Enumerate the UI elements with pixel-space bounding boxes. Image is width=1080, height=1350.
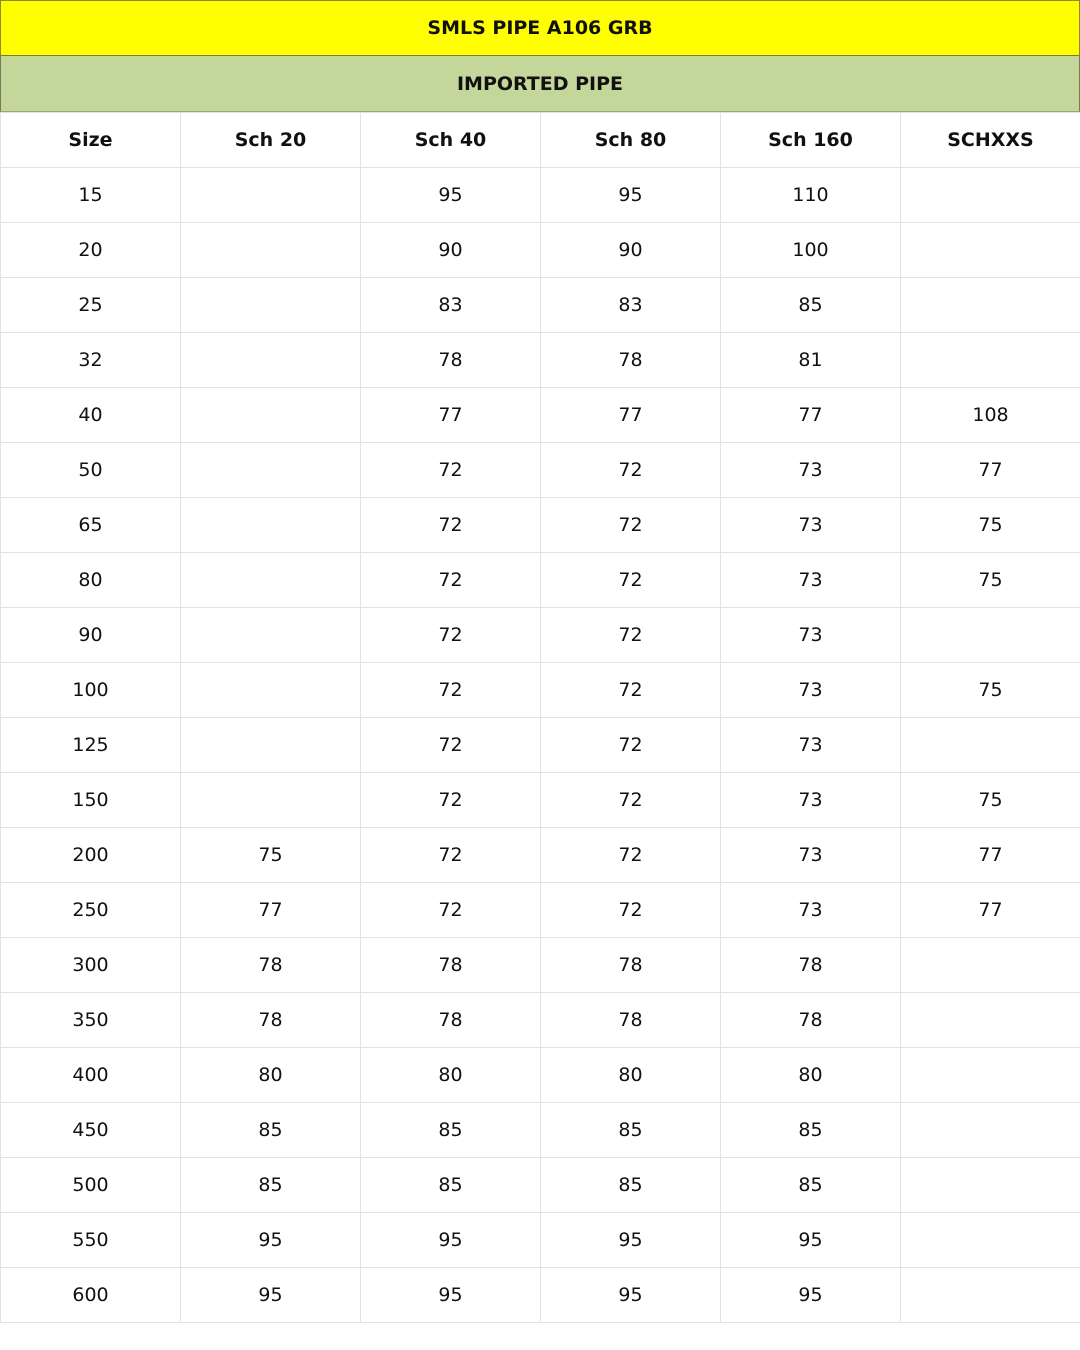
- price-cell: 75: [181, 828, 361, 883]
- price-cell: 75: [901, 773, 1080, 828]
- table-row: [1, 1213, 1080, 1268]
- price-cell: 72: [541, 718, 721, 773]
- price-cell: 72: [541, 608, 721, 663]
- price-cell: [901, 333, 1080, 388]
- price-cell: [901, 278, 1080, 333]
- price-cell: 77: [361, 388, 541, 443]
- table-row: [1, 333, 1080, 388]
- size-cell: 300: [1, 938, 181, 993]
- table-row: [1, 553, 1080, 608]
- price-cell: 73: [721, 608, 901, 663]
- price-cell: 77: [541, 388, 721, 443]
- size-cell: 90: [1, 608, 181, 663]
- price-cell: 73: [721, 443, 901, 498]
- table-row: [1, 828, 1080, 883]
- table-row: [1, 663, 1080, 718]
- price-cell: [901, 938, 1080, 993]
- table-row: [1, 718, 1080, 773]
- price-cell: 78: [361, 938, 541, 993]
- size-cell: 550: [1, 1213, 181, 1268]
- price-cell: 73: [721, 553, 901, 608]
- price-cell: [181, 168, 361, 223]
- size-cell: 65: [1, 498, 181, 553]
- price-cell: 72: [361, 608, 541, 663]
- price-cell: 95: [541, 1213, 721, 1268]
- price-cell: 95: [361, 1268, 541, 1323]
- price-cell: 73: [721, 773, 901, 828]
- size-cell: 350: [1, 993, 181, 1048]
- price-cell: 77: [181, 883, 361, 938]
- price-cell: [901, 1048, 1080, 1103]
- price-cell: 78: [361, 993, 541, 1048]
- price-cell: 80: [541, 1048, 721, 1103]
- price-cell: 77: [901, 883, 1080, 938]
- price-cell: 72: [541, 883, 721, 938]
- price-cell: 95: [361, 1213, 541, 1268]
- column-header: Sch 20: [181, 113, 361, 168]
- table-row: [1, 1158, 1080, 1213]
- price-cell: [901, 1103, 1080, 1158]
- table-row: [1, 993, 1080, 1048]
- table-row: [1, 278, 1080, 333]
- size-cell: 250: [1, 883, 181, 938]
- table-row: [1, 223, 1080, 278]
- price-cell: 83: [541, 278, 721, 333]
- price-cell: 75: [901, 498, 1080, 553]
- price-cell: 77: [901, 443, 1080, 498]
- price-cell: 95: [541, 168, 721, 223]
- size-cell: 600: [1, 1268, 181, 1323]
- table-title: [0, 0, 1080, 56]
- price-cell: 73: [721, 718, 901, 773]
- table-subtitle-text: IMPORTED PIPE: [456, 72, 624, 95]
- price-cell: 108: [901, 388, 1080, 443]
- price-cell: 72: [541, 443, 721, 498]
- column-header: SCHXXS: [901, 113, 1080, 168]
- price-cell: 72: [541, 663, 721, 718]
- price-cell: 78: [361, 333, 541, 388]
- price-cell: [901, 993, 1080, 1048]
- table-body: [1, 168, 1080, 1323]
- price-cell: [181, 388, 361, 443]
- size-cell: 200: [1, 828, 181, 883]
- size-cell: 125: [1, 718, 181, 773]
- price-cell: 83: [361, 278, 541, 333]
- price-cell: 95: [721, 1213, 901, 1268]
- size-cell: 500: [1, 1158, 181, 1213]
- price-cell: [901, 718, 1080, 773]
- price-cell: [181, 553, 361, 608]
- price-cell: 100: [721, 223, 901, 278]
- size-cell: 40: [1, 388, 181, 443]
- price-cell: 81: [721, 333, 901, 388]
- price-cell: [901, 608, 1080, 663]
- table-row: [1, 938, 1080, 993]
- price-cell: 78: [181, 938, 361, 993]
- price-cell: 78: [541, 333, 721, 388]
- price-cell: 85: [721, 1158, 901, 1213]
- price-cell: 85: [181, 1103, 361, 1158]
- price-cell: 77: [901, 828, 1080, 883]
- price-cell: 72: [361, 828, 541, 883]
- price-cell: 85: [721, 1103, 901, 1158]
- price-cell: 72: [361, 663, 541, 718]
- size-cell: 25: [1, 278, 181, 333]
- price-cell: 72: [361, 773, 541, 828]
- price-cell: 85: [541, 1158, 721, 1213]
- price-cell: 72: [541, 553, 721, 608]
- price-cell: 72: [541, 498, 721, 553]
- price-cell: [181, 608, 361, 663]
- size-cell: 80: [1, 553, 181, 608]
- size-cell: 450: [1, 1103, 181, 1158]
- price-cell: 78: [541, 938, 721, 993]
- price-cell: [901, 223, 1080, 278]
- table-title-text: SMLS PIPE A106 GRB: [427, 17, 653, 39]
- price-cell: [181, 773, 361, 828]
- price-cell: 90: [541, 223, 721, 278]
- price-cell: 75: [901, 663, 1080, 718]
- price-cell: 73: [721, 498, 901, 553]
- price-cell: [901, 1268, 1080, 1323]
- price-cell: 78: [721, 938, 901, 993]
- price-cell: [181, 498, 361, 553]
- size-cell: 50: [1, 443, 181, 498]
- price-cell: 72: [361, 883, 541, 938]
- size-cell: 15: [1, 168, 181, 223]
- table-row: [1, 1268, 1080, 1323]
- price-cell: [181, 333, 361, 388]
- price-cell: [901, 168, 1080, 223]
- price-cell: [181, 718, 361, 773]
- price-cell: 72: [541, 773, 721, 828]
- table-row: [1, 1048, 1080, 1103]
- table-row: [1, 168, 1080, 223]
- price-cell: 85: [721, 278, 901, 333]
- price-cell: 72: [361, 443, 541, 498]
- table-row: [1, 608, 1080, 663]
- size-cell: 150: [1, 773, 181, 828]
- price-cell: 72: [541, 828, 721, 883]
- size-cell: 400: [1, 1048, 181, 1103]
- price-cell: 77: [721, 388, 901, 443]
- price-table: [0, 112, 1080, 1323]
- price-cell: 110: [721, 168, 901, 223]
- price-cell: [901, 1213, 1080, 1268]
- table-row: [1, 498, 1080, 553]
- price-cell: 85: [361, 1103, 541, 1158]
- price-cell: 95: [181, 1213, 361, 1268]
- header-row: [1, 113, 1080, 168]
- price-cell: 72: [361, 498, 541, 553]
- table-row: [1, 883, 1080, 938]
- price-cell: 85: [541, 1103, 721, 1158]
- price-cell: 80: [361, 1048, 541, 1103]
- price-cell: 80: [181, 1048, 361, 1103]
- table-subtitle: [0, 56, 1080, 112]
- price-cell: 73: [721, 663, 901, 718]
- size-cell: 20: [1, 223, 181, 278]
- price-cell: 72: [361, 718, 541, 773]
- price-cell: [901, 1158, 1080, 1213]
- price-cell: [181, 663, 361, 718]
- price-cell: 72: [361, 553, 541, 608]
- price-cell: 78: [541, 993, 721, 1048]
- price-cell: 78: [181, 993, 361, 1048]
- price-cell: 95: [181, 1268, 361, 1323]
- price-cell: 85: [361, 1158, 541, 1213]
- size-cell: 100: [1, 663, 181, 718]
- table-row: [1, 388, 1080, 443]
- table-row: [1, 1103, 1080, 1158]
- price-cell: 73: [721, 828, 901, 883]
- column-header: Sch 80: [541, 113, 721, 168]
- column-header: Size: [1, 113, 181, 168]
- price-cell: 95: [541, 1268, 721, 1323]
- price-cell: [181, 223, 361, 278]
- price-cell: [181, 443, 361, 498]
- price-cell: 75: [901, 553, 1080, 608]
- column-header: Sch 160: [721, 113, 901, 168]
- price-cell: 95: [721, 1268, 901, 1323]
- price-cell: 80: [721, 1048, 901, 1103]
- column-header: Sch 40: [361, 113, 541, 168]
- table-row: [1, 773, 1080, 828]
- price-cell: 78: [721, 993, 901, 1048]
- size-cell: 32: [1, 333, 181, 388]
- price-cell: [181, 278, 361, 333]
- price-cell: 95: [361, 168, 541, 223]
- price-cell: 73: [721, 883, 901, 938]
- table-row: [1, 443, 1080, 498]
- price-cell: 85: [181, 1158, 361, 1213]
- price-cell: 90: [361, 223, 541, 278]
